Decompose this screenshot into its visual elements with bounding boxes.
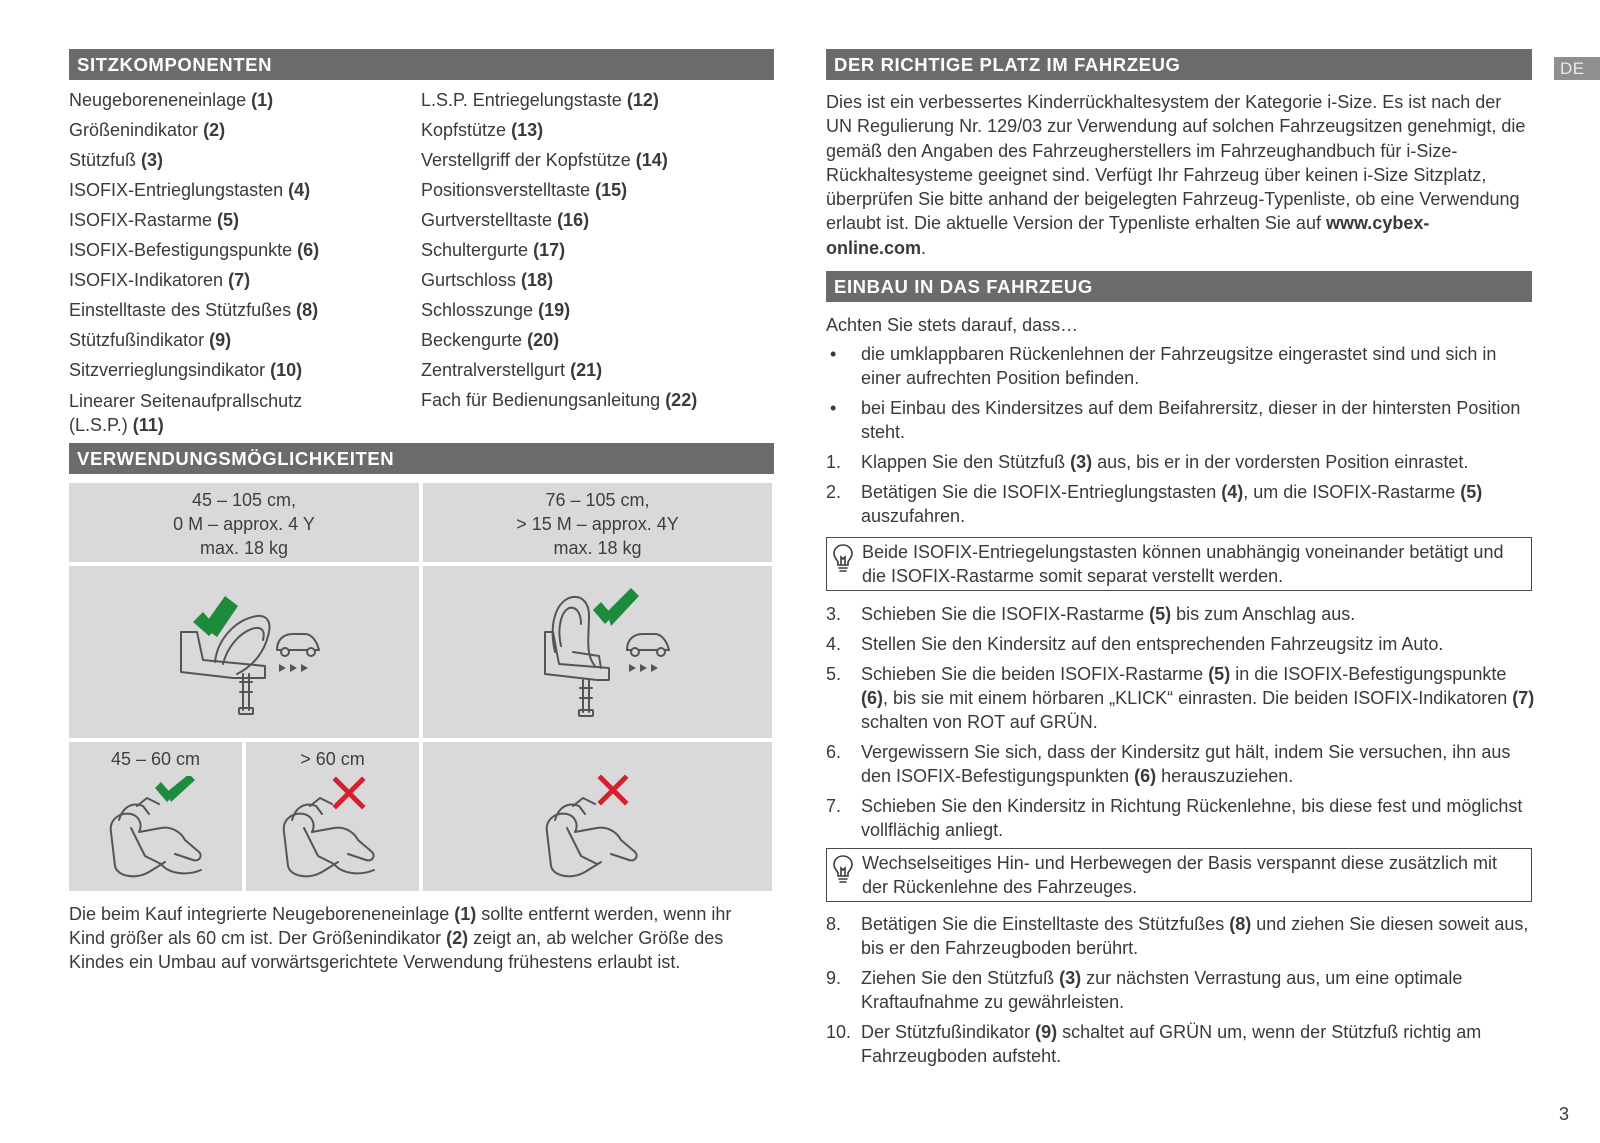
- car-seat-forward-facing-icon: [539, 582, 739, 732]
- step-item: 3. Schieben Sie die ISOFIX-Rastarme (5) bis zum Anschlag aus.: [826, 604, 1356, 624]
- usage-size-range: 45 – 105 cm,: [191, 490, 297, 510]
- component-item: Linearer Seitenaufprallschutz (L.S.P.) (11): [69, 391, 303, 435]
- lightbulb-icon: [832, 543, 854, 573]
- component-item: ISOFIX-Befestigungspunkte (6): [69, 240, 320, 260]
- component-item: Fach für Bedienungsanleitung (22): [421, 390, 698, 410]
- component-item: Kopfstütze (13): [421, 120, 544, 140]
- components-list-left: [69, 87, 409, 437]
- installation-steps-c: [826, 912, 1536, 1068]
- component-item: Neugeboreneneinlage (1): [69, 90, 274, 110]
- installation-steps-a: [826, 342, 1536, 528]
- newborn-insert-with-cross-icon: [541, 772, 661, 882]
- component-item: Einstelltaste des Stützfußes (8): [69, 300, 319, 320]
- component-item: ISOFIX-Indikatoren (7): [69, 270, 251, 290]
- tip-box: Wechselseitiges Hin- und Herbewegen der Basis verspannt diese zusätzlich mit der Rückenlehne des Fahrzeuges.: [826, 848, 1532, 902]
- component-item: Gurtschloss (18): [421, 270, 554, 290]
- component-item: Positionsverstelltaste (15): [421, 180, 628, 200]
- step-item: 4. Stellen Sie den Kindersitz auf den entsprechenden Fahrzeugsitz im Auto.: [826, 634, 1444, 654]
- bullet-item: • die umklappbaren Rückenlehnen der Fahrzeugsitze eingerastet sind und sich in einer aufrechten Position befinden.: [830, 344, 1497, 388]
- website-link[interactable]: www.cybex-online.com: [826, 213, 1430, 258]
- installation-steps-b: [826, 602, 1536, 842]
- usage-age-range: > 15 M – approx. 4Y: [516, 514, 679, 534]
- step-item: 2. Betätigen Sie die ISOFIX-Entrieglungstasten (4), um die ISOFIX-Rastarme (5) auszufahren.: [826, 482, 1483, 526]
- step-item: 9. Ziehen Sie den Stützfuß (3) zur nächsten Verrastung aus, um eine optimale Kraftaufnahme zu gewährleisten.: [826, 968, 1463, 1012]
- step-item: 5. Schieben Sie die beiden ISOFIX-Rastarme (5) in die ISOFIX-Befestigungspunkte (6), bis sie mit einem hörbaren „KLICK“ einrasten. Die beiden ISOFIX-Indikatoren (7) schalten von ROT auf GRÜN.: [826, 664, 1535, 732]
- section-title-components: SITZKOMPONENTEN: [69, 49, 774, 80]
- component-item: Gurtverstelltaste (16): [421, 210, 590, 230]
- usage-cell-insert-small: [69, 742, 242, 891]
- usage-size-label: > 60 cm: [300, 749, 365, 769]
- section-title-placement: DER RICHTIGE PLATZ IM FAHRZEUG: [826, 49, 1532, 80]
- component-item: Schlosszunge (19): [421, 300, 571, 320]
- installation-intro: Achten Sie stets darauf, dass…: [826, 315, 1079, 335]
- component-item: Zentralverstellgurt (21): [421, 360, 603, 380]
- usage-cell-rear-facing: [69, 566, 419, 738]
- section-title-installation: EINBAU IN DAS FAHRZEUG: [826, 271, 1532, 302]
- section-title-usage: VERWENDUNGSMÖGLICHKEITEN: [69, 443, 774, 474]
- usage-cell-forward-facing: [423, 566, 772, 738]
- usage-header-forward: [423, 483, 772, 562]
- step-item: 10. Der Stützfußindikator (9) schaltet auf GRÜN um, wenn der Stützfuß richtig am Fahrzeugboden aufsteht.: [826, 1022, 1482, 1066]
- usage-header-rear: [69, 483, 419, 562]
- component-item: ISOFIX-Entrieglungstasten (4): [69, 180, 311, 200]
- component-item: Schultergurte (17): [421, 240, 566, 260]
- usage-size-range: 76 – 105 cm,: [545, 490, 650, 510]
- step-item: 8. Betätigen Sie die Einstelltaste des Stützfußes (8) und ziehen Sie diesen soweit aus, bis er den Fahrzeugboden berührt.: [826, 914, 1529, 958]
- usage-table: [69, 483, 772, 891]
- component-item: Sitzverrieglungsindikator (10): [69, 360, 303, 380]
- component-item: Verstellgriff der Kopfstütze (14): [421, 150, 668, 170]
- usage-cell-insert-large: [246, 742, 419, 891]
- component-item: L.S.P. Entriegelungstaste (12): [421, 90, 659, 110]
- usage-size-label: 45 – 60 cm: [110, 749, 201, 769]
- component-item: Beckengurte (20): [421, 330, 560, 350]
- car-seat-rear-facing-icon: [173, 582, 373, 732]
- step-item: 6. Vergewissern Sie sich, dass der Kindersitz gut hält, indem Sie versuchen, ihn aus den ISOFIX-Befestigungspunkten (6) herauszuziehen.: [826, 742, 1511, 786]
- usage-age-range: 0 M – approx. 4 Y: [173, 514, 315, 534]
- usage-weight-limit: max. 18 kg: [199, 538, 289, 558]
- components-list-right: [421, 87, 771, 417]
- tip-box: Beide ISOFIX-Entriegelungstasten können unabhängig voneinander betätigt und die ISOFIX-Rastarme somit separat verstellt werden.: [826, 537, 1532, 591]
- lightbulb-icon: [832, 854, 854, 884]
- component-item: ISOFIX-Rastarme (5): [69, 210, 240, 230]
- usage-cell-insert-forward: [423, 742, 772, 891]
- component-item: Größenindikator (2): [69, 120, 226, 140]
- step-item: 1. Klappen Sie den Stützfuß (3) aus, bis er in der vordersten Position einrastet.: [826, 452, 1469, 472]
- page-number: 3: [1559, 1104, 1570, 1124]
- component-item: Stützfuß (3): [69, 150, 164, 170]
- usage-note: Die beim Kauf integrierte Neugeboreneneinlage (1) sollte entfernt werden, wenn ihr Kind größer als 60 cm ist. Der Größenindikator (2) zeigt an, ab welcher Größe des Kindes ein Umbau auf vorwärtsgerichtete Verwendung frühestens erlaubt ist.: [69, 904, 732, 973]
- newborn-insert-with-check-icon: [105, 776, 225, 886]
- bullet-item: • bei Einbau des Kindersitzes auf dem Beifahrersitz, dieser in der hintersten Position steht.: [830, 398, 1521, 442]
- newborn-insert-with-cross-icon: [278, 776, 398, 886]
- usage-weight-limit: max. 18 kg: [553, 538, 642, 558]
- placement-text: Dies ist ein verbessertes Kinderrückhaltesystem der Kategorie i-Size. Es ist nach der UN Regulierung Nr. 129/03 zur Verwendung auf solchen Fahrzeugsitzen genehmigt, die gemäß den Angaben des Fahrzeugherstellers im Fahrzeughandbuch für i-Size-Rückhaltesysteme geeignet sind. Verfügt Ihr Fahrzeug über keinen i-Size Sitzplatz, überprüfen Sie bitte anhand der beigelegten Fahrzeug-Typenliste, ob eine Verwendung erlaubt ist. Die aktuelle Version der Typenliste erhalten Sie auf www.cybex-online.com.: [826, 92, 1526, 258]
- step-item: 7. Schieben Sie den Kindersitz in Richtung Rückenlehne, bis diese fest und möglichst vollflächig anliegt.: [826, 796, 1523, 840]
- language-badge: DE: [1554, 57, 1600, 80]
- component-item: Stützfußindikator (9): [69, 330, 232, 350]
